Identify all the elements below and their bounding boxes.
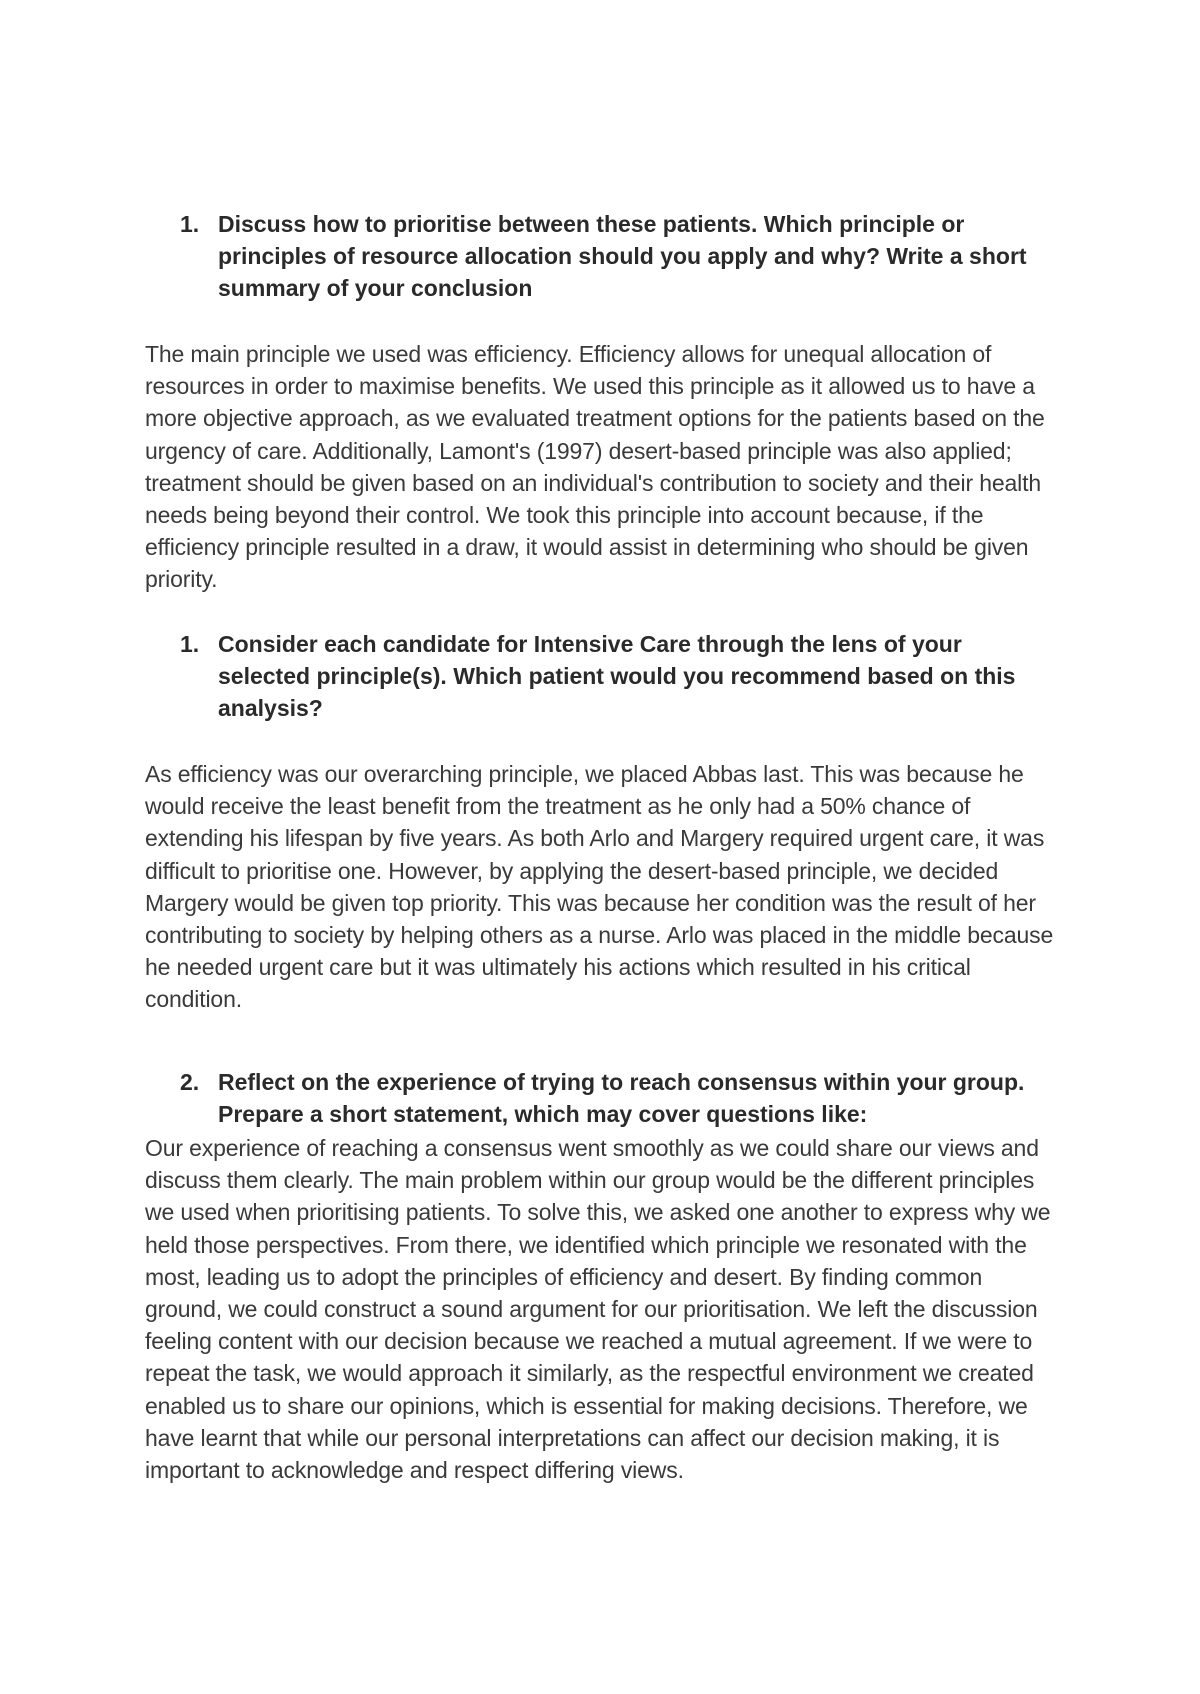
question-2-number: 1. [180, 631, 200, 657]
question-1-text: Discuss how to prioritise between these patients. Which principle or principles of resource allocation should you apply and why? Write a short summary of your conclusion [218, 211, 1027, 301]
question-3-heading [180, 1066, 1040, 1130]
answer-1-paragraph: The main principle we used was efficiency. Efficiency allows for unequal allocation of resources in order to maximise benefits. We used this principle as it allowed us to have a more objective approach, as we evaluated treatment options for the patients based on the urgency of care. Additionally, Lamont's (1997) desert-based principle was also applied; treatment should be given based on an individual's contribution to society and their health needs being beyond their control. We took this principle into account because, if the efficiency principle resulted in a draw, it would assist in determining who should be given priority. [145, 341, 1045, 593]
question-2-heading [180, 628, 1040, 724]
answer-3-paragraph: Our experience of reaching a consensus went smoothly as we could share our views and discuss them clearly. The main problem within our group would be the different principles we used when prioritising patients. To solve this, we asked one another to express why we held those perspectives. From there, we identified which principle we resonated with the most, leading us to adopt the principles of efficiency and desert. By finding common ground, we could construct a sound argument for our prioritisation. We left the discussion feeling content with our decision because we reached a mutual agreement. If we were to repeat the task, we would approach it similarly, as the respectful environment we created enabled us to share our opinions, which is essential for making decisions. Therefore, we have learnt that while our personal interpretations can affect our decision making, it is important to acknowledge and respect differing views. [145, 1135, 1051, 1484]
question-3-text: Reflect on the experience of trying to reach consensus within your group. Prepare a short statement, which may cover questions like: [218, 1069, 1025, 1127]
question-1-number: 1. [180, 211, 200, 237]
answer-2-paragraph: As efficiency was our overarching principle, we placed Abbas last. This was because he would receive the least benefit from the treatment as he only had a 50% chance of extending his lifespan by five years. As both Arlo and Margery required urgent care, it was difficult to prioritise one. However, by applying the desert-based principle, we decided Margery would be given top priority. This was because her condition was the result of her contributing to society by helping others as a nurse. Arlo was placed in the middle because he needed urgent care but it was ultimately his actions which resulted in his critical condition. [145, 761, 1054, 1013]
question-3-number: 2. [180, 1069, 200, 1095]
question-1-heading [180, 208, 1040, 304]
question-2-text: Consider each candidate for Intensive Care through the lens of your selected principle(s). Which patient would you recommend based on this analysis? [218, 631, 1016, 721]
